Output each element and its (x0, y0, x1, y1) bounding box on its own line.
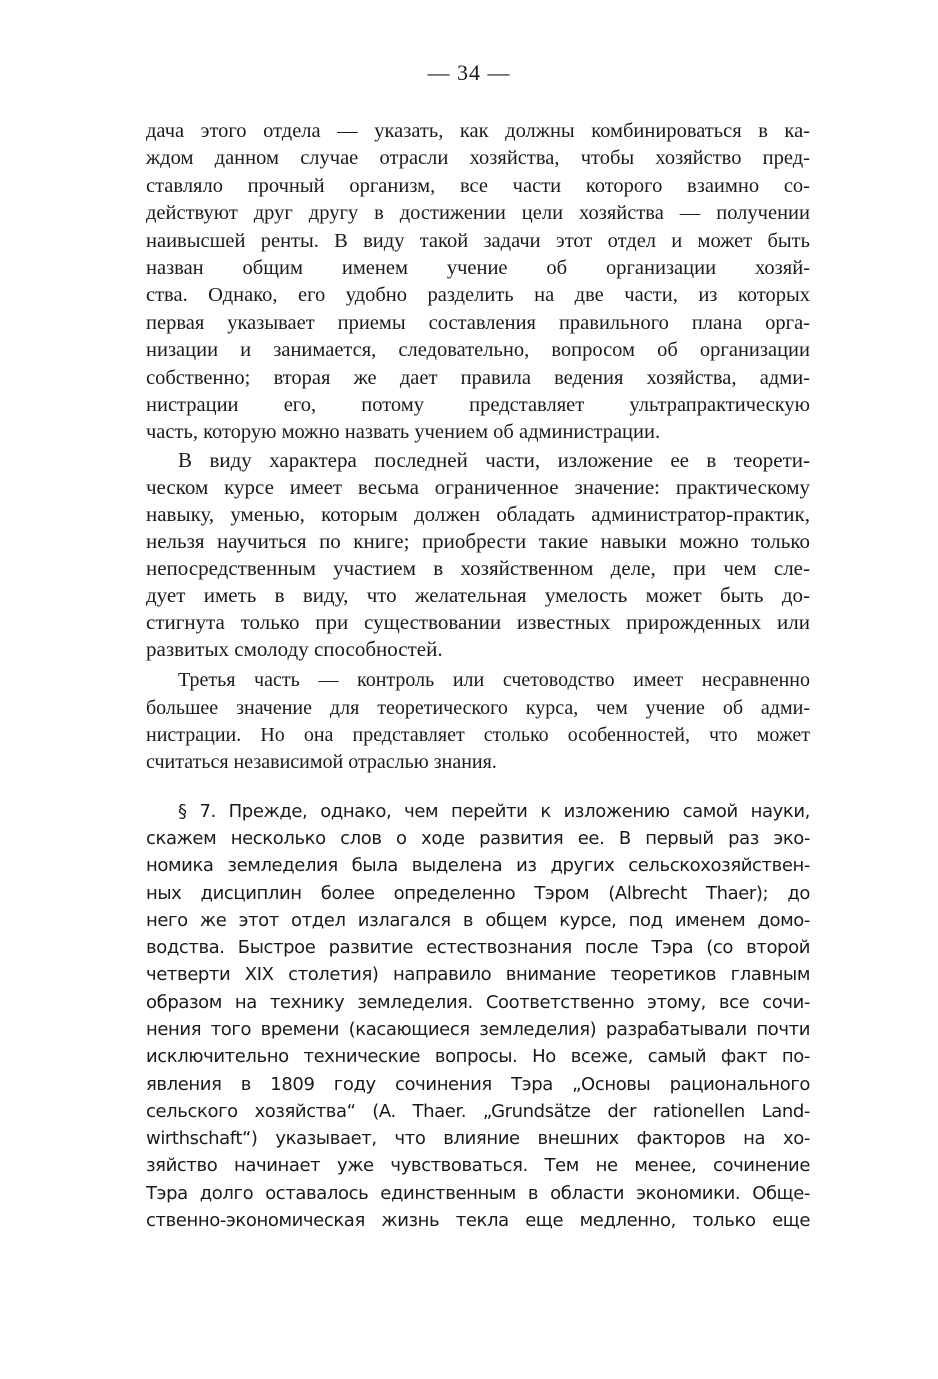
text-line: Тэра долго оставалось единственным в области экономики. Обще- (146, 1182, 810, 1204)
text-line: ческом курсе имеет весьма ограниченное значение: практическому (146, 474, 810, 499)
text-line: wirthschaft“) указывает, что влияние внешних факторов на хо- (146, 1128, 810, 1150)
text-line: водства. Быстрое развитие естествознания после Тэра (со второй (146, 937, 810, 959)
text-line: явления в 1809 году сочинения Тэра „Основы рационального (146, 1073, 810, 1095)
text-line: ственно-экономическая жизнь текла еще медленно, только еще (146, 1210, 810, 1232)
text-line: собственно; вторая же дает правила ведения хозяйства, адми- (146, 366, 810, 389)
paragraph-section-7 (146, 798, 810, 1235)
page-number: — 34 — (427, 60, 511, 85)
text-line: номика земледелия была выделена из других сельскохозяйствен- (146, 855, 810, 877)
text-line: считаться независимой отраслью знания. (146, 751, 497, 774)
text-line: ства. Однако, его удобно разделить на две части, из которых (146, 284, 810, 307)
page-body (146, 118, 810, 1234)
text-line: нельзя научиться по книге; приобрести такие навыки можно только (146, 528, 810, 553)
text-line: назван общим именем учение об организации хозяй- (146, 256, 810, 279)
text-line: ставляло прочный организм, все части которого взаимно со- (146, 174, 810, 197)
text-line: четверти XIX столетия) направило внимание теоретиков главным (146, 964, 810, 986)
text-line: часть, которую можно назвать учением об администрации. (146, 421, 661, 444)
text-line: нения того времени (касающиеся земледелия) разрабатывали почти (146, 1019, 810, 1040)
text-line: исключительно технические вопросы. Но всеже, самый факт по- (146, 1046, 810, 1068)
text-line: развитых смолоду способностей. (146, 637, 443, 662)
text-line: скажем несколько слов о ходе развития ее. В первый раз эко- (146, 827, 810, 849)
text-line: низации и занимается, следовательно, вопросом об организации (146, 339, 810, 362)
text-line: нистрации. Но она представляет столько особенностей, что может (146, 724, 810, 747)
text-line: навыку, уменью, которым должен обладать администратор-практик, (146, 501, 810, 526)
text-line: образом на технику земледелия. Соответственно этому, все сочи- (146, 991, 810, 1013)
text-line: первая указывает приемы составления правильного плана орга- (146, 311, 810, 334)
text-line: § 7. Прежде, однако, чем перейти к изложению самой науки, (178, 800, 810, 822)
text-line: стигнута только при существовании известных прирожденных или (146, 610, 810, 635)
text-line: непосредственным участием в хозяйственном деле, при чем сле- (146, 556, 810, 581)
text-line: Третья часть — контроль или счетоводство имеет несравненно (178, 669, 810, 692)
text-line: дача этого отдела — указать, как должны комбинироваться в ка- (146, 120, 810, 142)
text-line: нистрации его, потому представляет ультрапрактическую (146, 393, 810, 416)
text-line: наивысшей ренты. В виду такой задачи этот отдел и может быть (146, 229, 810, 252)
paragraph-administration (146, 447, 810, 664)
text-line: ных дисциплин более определенно Тэром (Albrecht Thaer); до (146, 882, 810, 904)
text-line: ждом данном случае отрасли хозяйства, чтобы хозяйство пред- (146, 147, 810, 170)
text-line: зяйство начинает уже чувствоваться. Тем не менее, сочинение (146, 1155, 810, 1177)
text-line: дует иметь в виду, что желательная умелость может быть до- (146, 583, 810, 608)
text-line: сельского хозяйства“ (A. Thaer. „Grundsätze der rationellen Land- (146, 1100, 810, 1122)
paragraph-accounting (146, 667, 810, 776)
paragraph-organization (146, 118, 810, 447)
text-line: большее значение для теоретического курса, чем учение об адми- (146, 696, 810, 719)
text-line: действуют друг другу в достижении цели хозяйства — получении (146, 202, 810, 225)
text-line: него же этот отдел излагался в общем курсе, под именем домо- (146, 909, 810, 931)
text-line: В виду характера последней части, изложение ее в теорети- (178, 447, 810, 472)
